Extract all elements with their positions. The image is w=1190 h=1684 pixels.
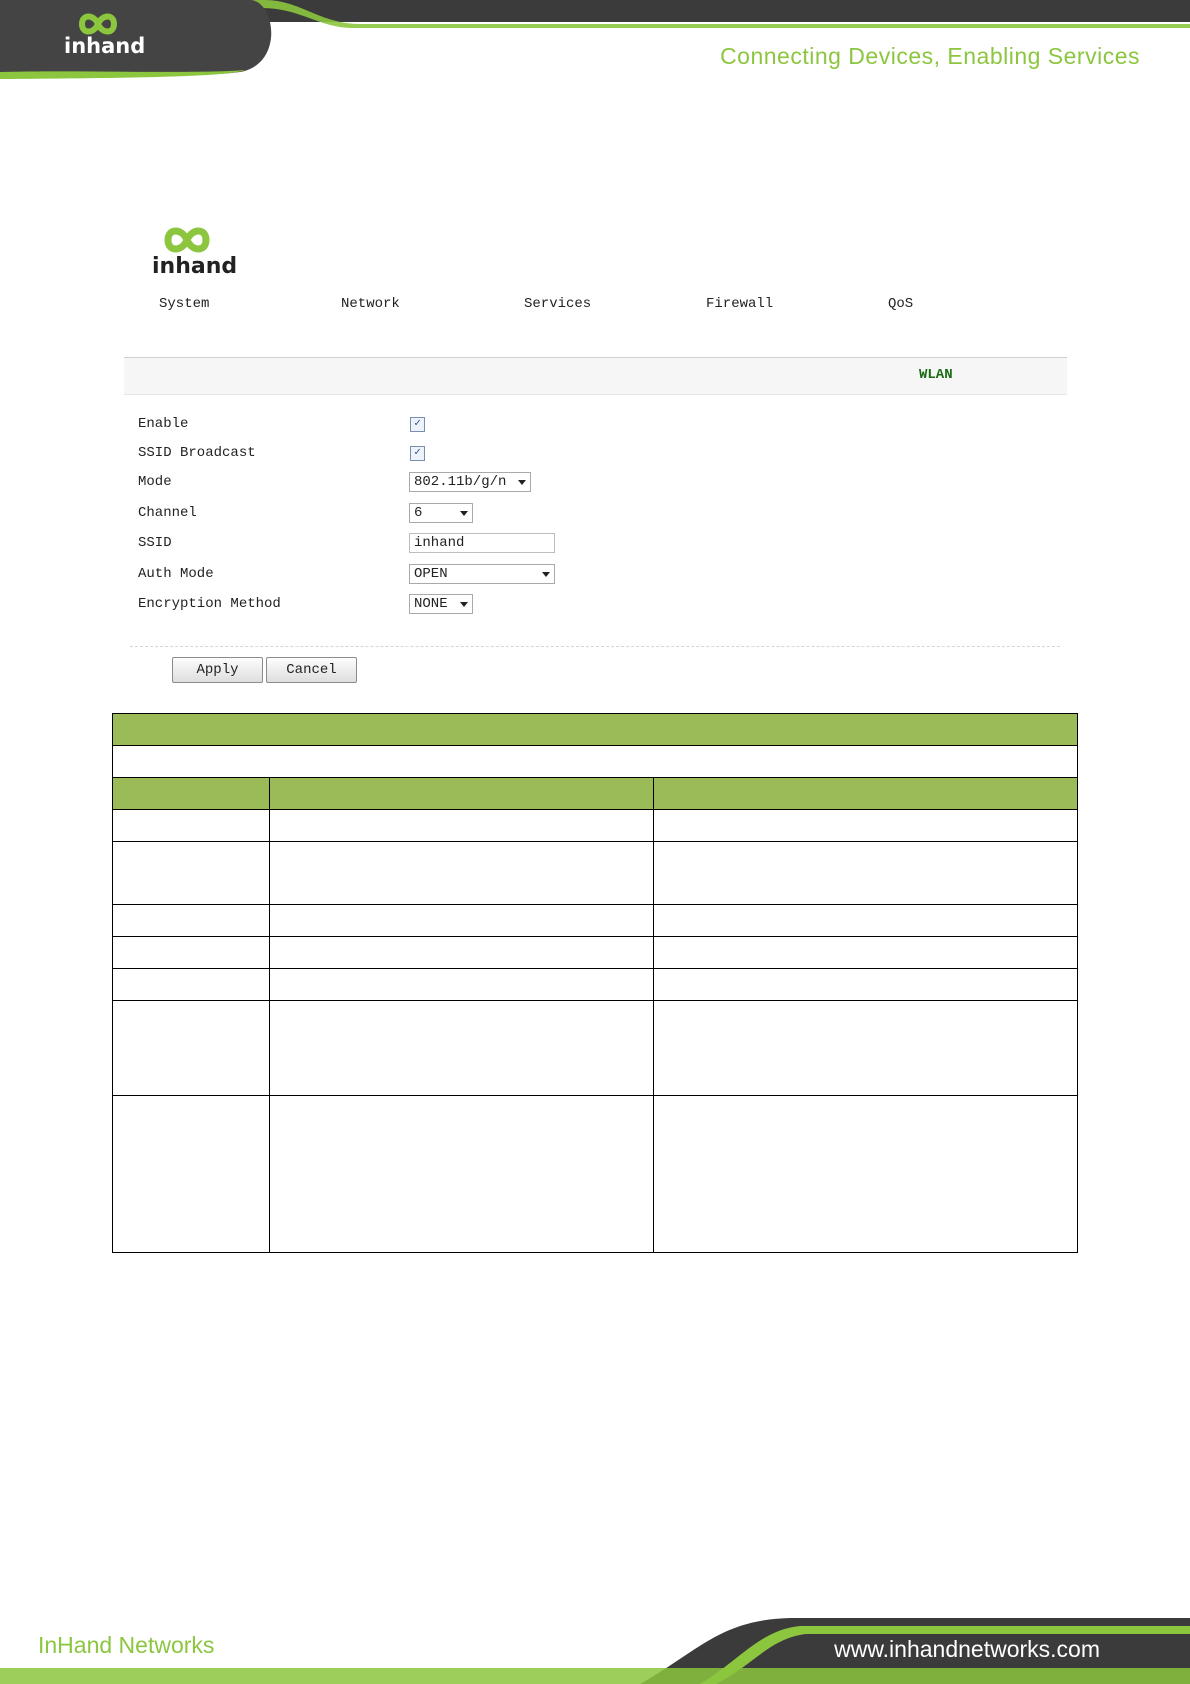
- table-row: [113, 810, 1078, 842]
- table-header-row: [113, 778, 1078, 810]
- page-header: [0, 0, 1190, 80]
- table-cell: [113, 905, 270, 937]
- table-cell: [270, 969, 654, 1001]
- mode-value: 802.11b/g/n: [414, 474, 507, 490]
- table-title-cell: [113, 714, 1078, 746]
- encryption-value: NONE: [414, 596, 448, 612]
- table-cell: [113, 1096, 270, 1253]
- table-cell: [654, 905, 1078, 937]
- footer-url[interactable]: www.inhandnetworks.com: [834, 1636, 1100, 1662]
- auth-mode-row: [138, 564, 1038, 586]
- table-cell: [270, 937, 654, 969]
- auth-mode-label: Auth Mode: [138, 566, 214, 582]
- table-row: [113, 1001, 1078, 1096]
- enable-checkbox[interactable]: ✓: [410, 417, 425, 432]
- app-logo-icon: [154, 224, 224, 256]
- chevron-down-icon: [460, 602, 468, 607]
- auth-mode-value: OPEN: [414, 566, 448, 582]
- ssid-broadcast-checkbox[interactable]: ✓: [410, 446, 425, 461]
- apply-button[interactable]: Apply: [172, 657, 263, 683]
- mode-select[interactable]: [409, 472, 531, 492]
- table-cell: [270, 1096, 654, 1253]
- page-footer: [0, 1600, 1190, 1684]
- table-cell: [270, 1001, 654, 1096]
- table-cell: [654, 842, 1078, 905]
- channel-label: Channel: [138, 505, 197, 521]
- table-cell: [654, 1096, 1078, 1253]
- table-header-cell: [113, 778, 270, 810]
- app-logo-text: inhand: [152, 254, 238, 279]
- tagline: Connecting Devices, Enabling Services: [720, 43, 1140, 69]
- table-cell: [113, 937, 270, 969]
- main-nav: [159, 296, 939, 316]
- enable-label: Enable: [138, 416, 189, 432]
- header-logo-text: inhand: [64, 34, 146, 58]
- channel-select[interactable]: [409, 503, 473, 523]
- nav-firewall[interactable]: Firewall: [706, 296, 774, 312]
- ssid-row: [138, 533, 1038, 555]
- mode-row: [138, 472, 1038, 494]
- chevron-down-icon: [518, 480, 526, 485]
- table-title-row: [113, 714, 1078, 746]
- table-cell: [270, 905, 654, 937]
- table-cell: [113, 1001, 270, 1096]
- table-caption-cell: [113, 746, 1078, 778]
- table-cell: [113, 842, 270, 905]
- ssid-label: SSID: [138, 535, 172, 551]
- nav-network[interactable]: Network: [341, 296, 400, 312]
- table-cell: [654, 937, 1078, 969]
- ssid-input[interactable]: inhand: [409, 533, 555, 553]
- encryption-label: Encryption Method: [138, 596, 281, 612]
- table-row: [113, 905, 1078, 937]
- table-caption-row: [113, 746, 1078, 778]
- divider: [130, 646, 1060, 647]
- table-row: [113, 1096, 1078, 1253]
- page-title: WLAN: [919, 367, 953, 383]
- encryption-select[interactable]: [409, 594, 473, 614]
- channel-value: 6: [414, 505, 423, 521]
- table-row: [113, 937, 1078, 969]
- ssid-broadcast-label: SSID Broadcast: [138, 445, 256, 461]
- channel-row: [138, 503, 1038, 525]
- encryption-row: [138, 594, 1038, 616]
- nav-services[interactable]: Services: [524, 296, 592, 312]
- table-cell: [113, 969, 270, 1001]
- table-cell: [270, 842, 654, 905]
- table-header-cell: [270, 778, 654, 810]
- parameter-table: [112, 713, 1078, 1253]
- ssid-broadcast-row: [138, 443, 1038, 465]
- table-cell: [113, 810, 270, 842]
- footer-company: InHand Networks: [38, 1632, 215, 1658]
- table-row: [113, 969, 1078, 1001]
- chevron-down-icon: [460, 511, 468, 516]
- router-web-ui: [124, 210, 1067, 690]
- section-titlebar: [124, 358, 1067, 395]
- table-row: [113, 842, 1078, 905]
- table-cell: [270, 810, 654, 842]
- nav-system[interactable]: System: [159, 296, 210, 312]
- table-cell: [654, 810, 1078, 842]
- table-header-cell: [654, 778, 1078, 810]
- auth-mode-select[interactable]: [409, 564, 555, 584]
- nav-qos[interactable]: QoS: [888, 296, 914, 312]
- chevron-down-icon: [542, 572, 550, 577]
- app-logo: [152, 224, 238, 284]
- cancel-button[interactable]: Cancel: [266, 657, 357, 683]
- table-cell: [654, 1001, 1078, 1096]
- enable-row: [138, 414, 1038, 436]
- mode-label: Mode: [138, 474, 172, 490]
- table-cell: [654, 969, 1078, 1001]
